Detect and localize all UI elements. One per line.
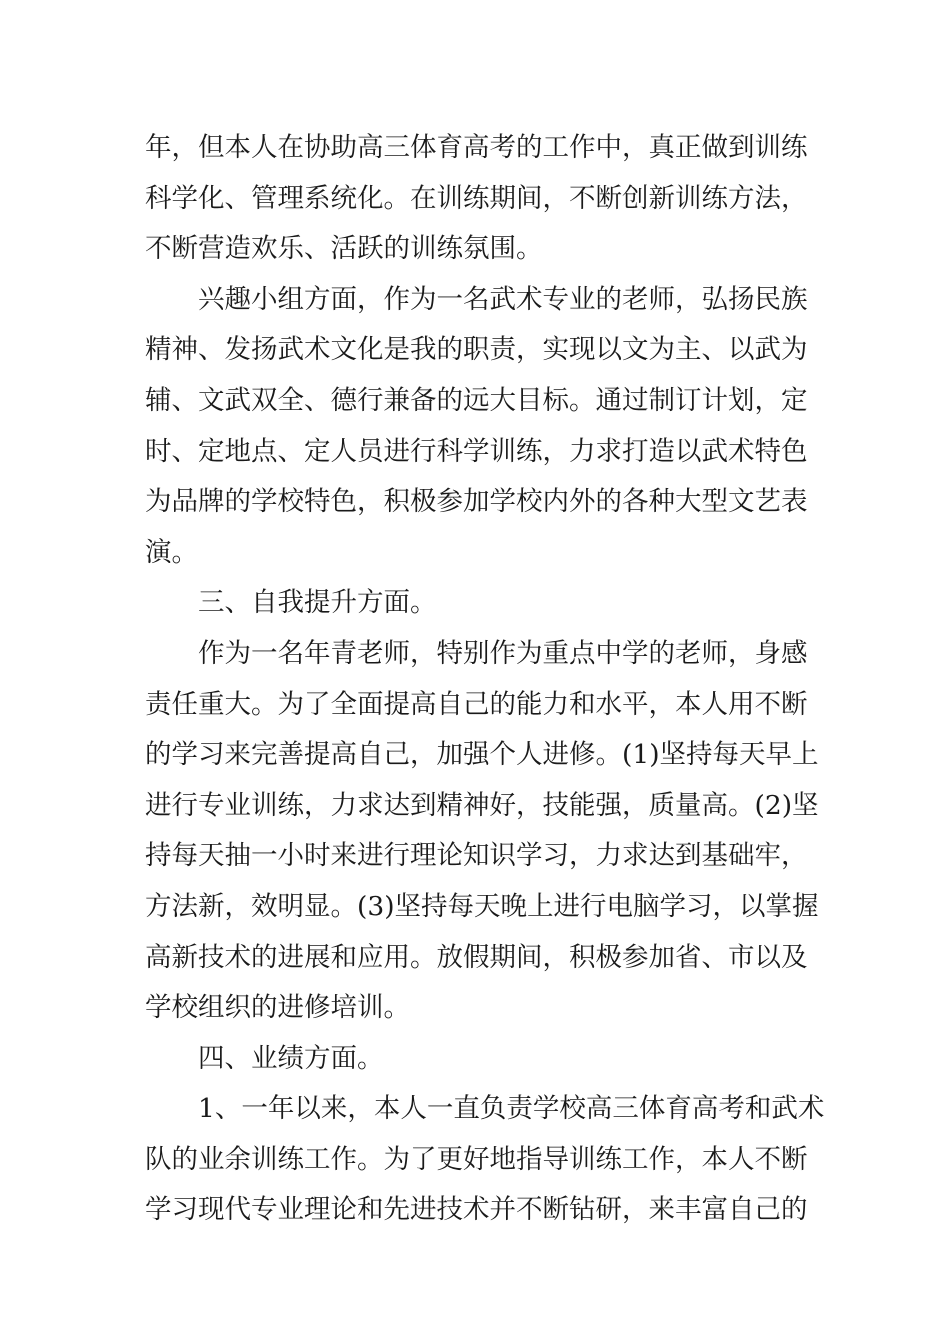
paragraph-first-line: 作为一名年青老师，特别作为重点中学的老师，身感 bbox=[198, 637, 808, 669]
text-line: 高新技术的进展和应用。放假期间，积极参加省、市以及 bbox=[145, 941, 808, 973]
text-line: 精神、发扬武术文化是我的职责，实现以文为主、以武为 bbox=[145, 334, 808, 366]
text-line: 时、定地点、定人员进行科学训练，力求打造以武术特色 bbox=[145, 435, 808, 467]
document-body bbox=[145, 123, 825, 1236]
text-line: 学习现代专业理论和先进技术并不断钻研，来丰富自己的 bbox=[145, 1194, 808, 1226]
text-line: 年，但本人在协助高三体育高考的工作中，真正做到训练 bbox=[145, 132, 808, 163]
text-line: 的学习来完善提高自己，加强个人进修。(1)坚持每天早上 bbox=[145, 739, 819, 771]
text-line: 持每天抽一小时来进行理论知识学习，力求达到基础牢， bbox=[145, 840, 808, 872]
text-line: 为品牌的学校特色，积极参加学校内外的各种大型文艺表 bbox=[145, 486, 808, 518]
text-line: 辅、文武双全、德行兼备的远大目标。通过制订计划，定 bbox=[145, 384, 808, 416]
text-line: 进行专业训练，力求达到精神好，技能强，质量高。(2)坚 bbox=[145, 789, 819, 821]
text-line: 学校组织的进修培训。 bbox=[145, 992, 410, 1024]
text-line: 科学化、管理系统化。在训练期间，不断创新训练方法， bbox=[145, 182, 808, 214]
paragraph-first-line: 1、一年以来，本人一直负责学校高三体育高考和武术 bbox=[198, 1093, 825, 1125]
text-line: 方法新，效明显。(3)坚持每天晚上进行电脑学习，以掌握 bbox=[145, 890, 819, 922]
text-line: 队的业余训练工作。为了更好地指导训练工作，本人不断 bbox=[145, 1143, 808, 1175]
text-line: 不断营造欢乐、活跃的训练氛围。 bbox=[145, 233, 543, 265]
paragraph-first-line: 兴趣小组方面，作为一名武术专业的老师，弘扬民族 bbox=[198, 283, 808, 315]
section-heading: 四、业绩方面。 bbox=[198, 1042, 384, 1074]
text-line: 演。 bbox=[145, 536, 198, 568]
text-line: 责任重大。为了全面提高自己的能力和水平，本人用不断 bbox=[145, 688, 808, 720]
section-heading: 三、自我提升方面。 bbox=[198, 587, 437, 619]
